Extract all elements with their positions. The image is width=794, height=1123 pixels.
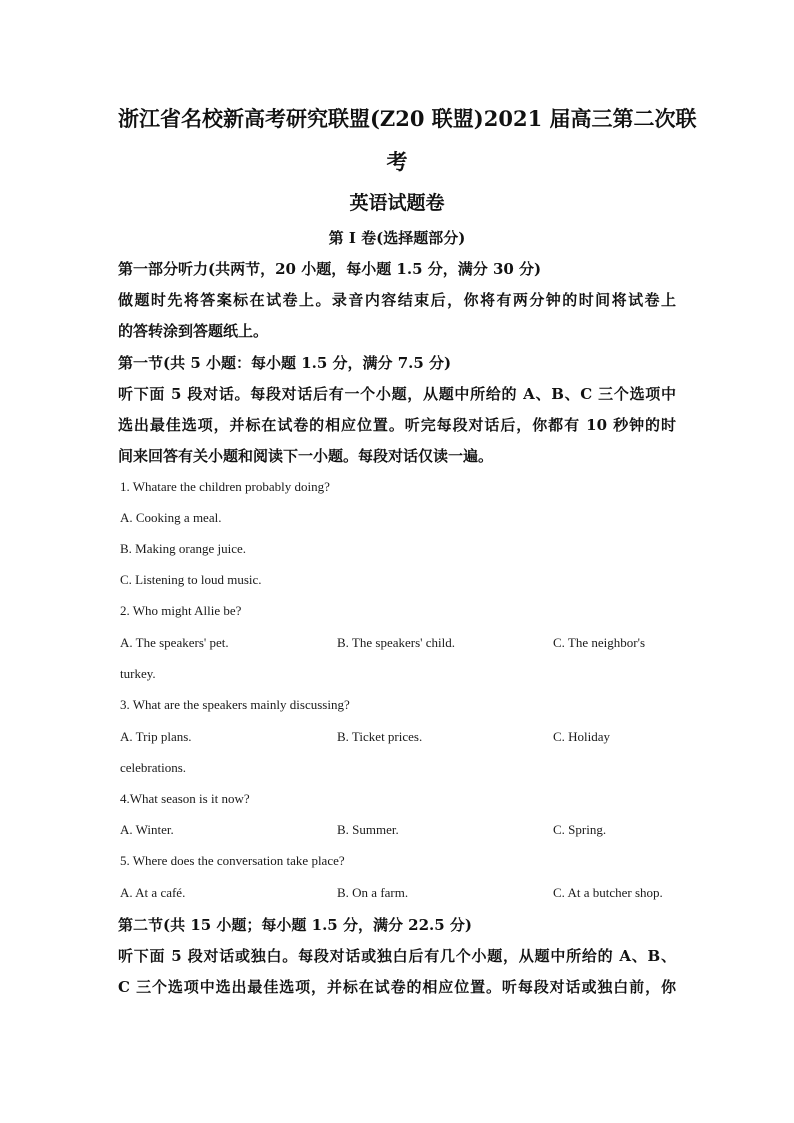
question-1-option-c: C. Listening to loud music.: [120, 572, 262, 587]
question-2-option-b: B. The speakers' child.: [337, 635, 455, 650]
question-5-option-c: C. At a butcher shop.: [553, 885, 663, 900]
question-3-stem: 3. What are the speakers mainly discussing?: [120, 697, 350, 712]
question-2-option-a: A. The speakers' pet.: [120, 635, 229, 650]
question-3-option-c: C. Holiday: [553, 729, 611, 744]
question-1-option-b: B. Making orange juice.: [120, 541, 246, 556]
exam-title-line2: 考: [386, 149, 408, 174]
section1-instruction-line2: 选出最佳选项，并标在试卷的相应位置。听完每段对话后，你都有 10 秒钟的时: [118, 416, 676, 434]
question-4-option-b: B. Summer.: [337, 822, 399, 837]
question-3-option-a: A. Trip plans.: [120, 729, 192, 744]
section1-heading: 第一节(共 5 小题：每小题 1.5 分，满分 7.5 分): [118, 354, 452, 372]
section1-instruction-line3: 间来回答有关小题和阅读下一小题。每段对话仅读一遍。: [118, 447, 494, 465]
question-2-stem: 2. Who might Allie be?: [120, 603, 242, 618]
part1-intro-line2: 的答转涂到答题纸上。: [118, 322, 269, 340]
part1-heading: 第一部分听力(共两节，20 小题，每小题 1.5 分，满分 30 分): [118, 260, 542, 278]
question-4-option-a: A. Winter.: [120, 822, 174, 837]
question-5-option-b: B. On a farm.: [337, 885, 409, 900]
exam-subject-title: 英语试题卷: [349, 192, 445, 214]
question-1-stem: 1. Whatare the children probably doing?: [120, 479, 330, 494]
question-2-option-c-continued: turkey.: [120, 666, 156, 681]
question-5-stem: 5. Where does the conversation take place?: [120, 853, 345, 868]
question-1-option-a: A. Cooking a meal.: [120, 510, 222, 525]
section1-instruction-line1: 听下面 5 段对话。每段对话后有一个小题，从题中所给的 A、B、C 三个选项中: [118, 385, 676, 403]
question-4-stem: 4.What season is it now?: [120, 791, 250, 806]
section2-instruction-line1: 听下面 5 段对话或独白。每段对话或独白后有几个小题，从题中所给的 A、B、: [118, 947, 676, 965]
question-4-option-c: C. Spring.: [553, 822, 607, 837]
section2-heading: 第二节(共 15 小题；每小题 1.5 分，满分 22.5 分): [118, 916, 473, 934]
question-3-option-c-continued: celebrations.: [120, 760, 187, 775]
question-5-option-a: A. At a café.: [120, 885, 186, 900]
exam-title-line1: 浙江省名校新高考研究联盟(Z20 联盟)2021 届高三第二次联: [118, 106, 697, 131]
question-2-option-c: C. The neighbor's: [553, 635, 646, 650]
section2-instruction-line2: C 三个选项中选出最佳选项，并标在试卷的相应位置。听每段对话或独白前，你: [118, 978, 676, 996]
question-3-option-b: B. Ticket prices.: [337, 729, 423, 744]
exam-volume-title: 第 I 卷(选择题部分): [328, 229, 466, 247]
part1-intro-line1: 做题时先将答案标在试卷上。录音内容结束后，你将有两分钟的时间将试卷上: [118, 291, 676, 309]
